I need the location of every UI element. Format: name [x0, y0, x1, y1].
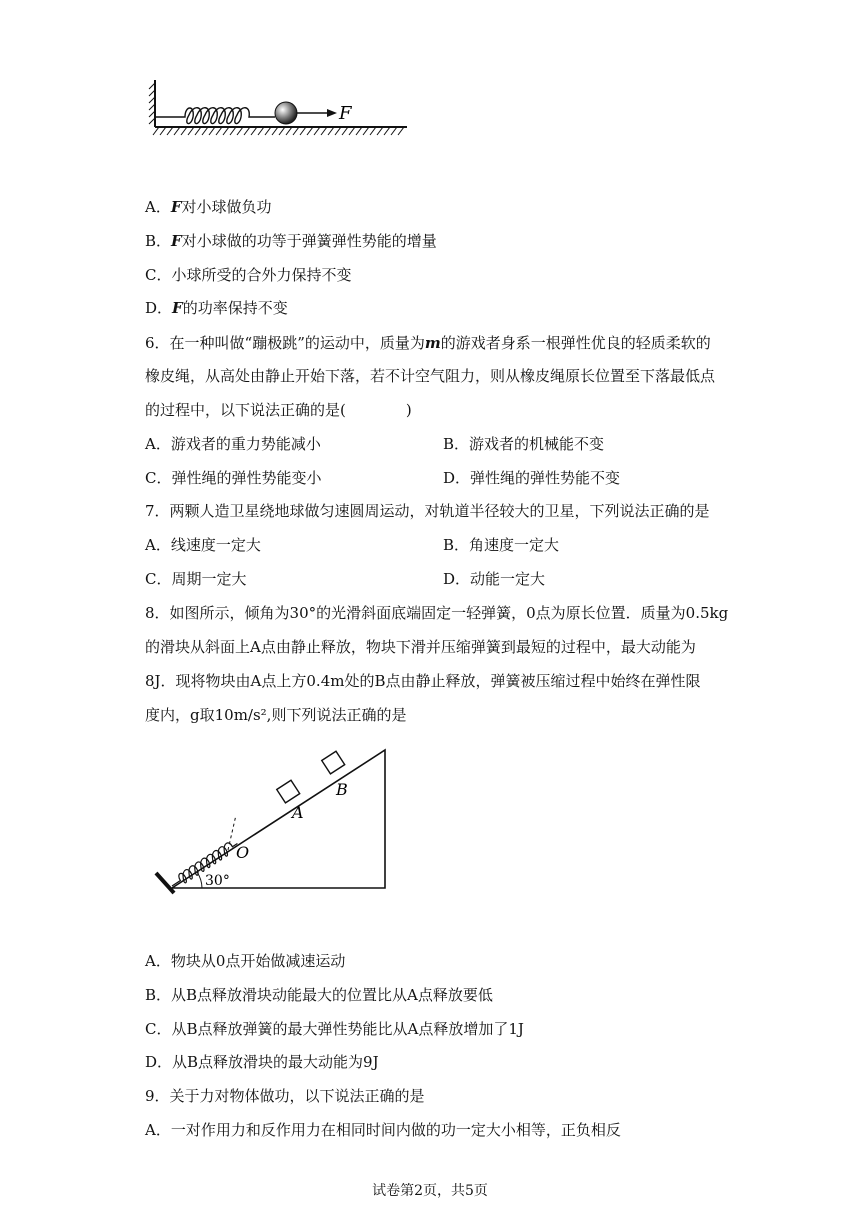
q8-option-a: A．物块从0点开始做减速运动: [145, 952, 346, 970]
q7-option-a: A．线速度一定大: [145, 536, 261, 554]
q8-option-c: C．从B点释放弹簧的最大弹性势能比从A点释放增加了1J: [145, 1020, 524, 1038]
ground-hatch: [279, 127, 285, 135]
force-label: F: [339, 103, 352, 124]
ground-hatch: [258, 127, 264, 135]
ground-hatch: [167, 127, 173, 135]
ground-hatch: [251, 127, 257, 135]
q6-option-c: C．弹性绳的弹性势能变小: [145, 469, 322, 487]
ground-hatch: [356, 127, 362, 135]
q9-option-a: A．一对作用力和反作用力在相同时间内做的功一定大小相等，正负相反: [145, 1121, 621, 1139]
ground-hatch: [153, 127, 159, 135]
q5-option-b: B．F对小球做的功等于弹簧弹性势能的增量: [145, 232, 437, 250]
ground-hatch: [300, 127, 306, 135]
ground-hatch: [181, 127, 187, 135]
q6-stem-line3: 的过程中，以下说法正确的是( ): [145, 401, 412, 419]
q9-stem: 9．关于力对物体做功，以下说法正确的是: [145, 1087, 425, 1105]
ground-hatch: [307, 127, 313, 135]
ground-hatch: [237, 127, 243, 135]
ground-hatch: [223, 127, 229, 135]
q7-option-d: D．动能一定大: [443, 570, 546, 588]
q8-stem-line3: 8J．现将物块由A点上方0.4m处的B点由静止释放，弹簧被压缩过程中始终在弹性限: [145, 672, 701, 690]
ground-hatch: [202, 127, 208, 135]
q5-option-d: D．F的功率保持不变: [145, 299, 288, 317]
q6-stem-line2: 橡皮绳，从高处由静止开始下落，若不计空气阻力，则从橡皮绳原长位置至下落最低点: [145, 367, 716, 385]
ground-hatch: [174, 127, 180, 135]
q8-stem-line2: 的滑块从斜面上A点由静止释放，物块下滑并压缩弹簧到最短的过程中，最大动能为: [145, 638, 696, 656]
q6-stem-line1: 6．在一种叫做“蹦极跳”的运动中，质量为m的游戏者身系一根弹性优良的轻质柔软的: [145, 334, 711, 352]
q8-option-d: D．从B点释放滑块的最大动能为9J: [145, 1053, 379, 1071]
ground-hatch: [195, 127, 201, 135]
ground-hatch: [398, 127, 404, 135]
ground-hatch: [342, 127, 348, 135]
ground-hatch: [384, 127, 390, 135]
q6-option-d: D．弹性绳的弹性势能不变: [443, 469, 621, 487]
angle-label: 30°: [205, 873, 230, 889]
q8-stem-line4: 度内，g取10m/s²,则下列说法正确的是: [145, 706, 407, 724]
label-a: A: [292, 803, 304, 822]
ground-hatch: [391, 127, 397, 135]
ground-hatch: [314, 127, 320, 135]
q5-option-a: A．F对小球做负功: [145, 198, 272, 216]
ground-hatch: [265, 127, 271, 135]
ground-hatch: [328, 127, 334, 135]
q6-option-b: B．游戏者的机械能不变: [443, 435, 605, 453]
label-b: B: [336, 780, 348, 799]
q8-option-b: B．从B点释放滑块动能最大的位置比从A点释放要低: [145, 986, 493, 1004]
q7-option-c: C．周期一定大: [145, 570, 247, 588]
ground-hatch: [293, 127, 299, 135]
spring-ball-figure: [145, 75, 415, 140]
ground-hatch: [377, 127, 383, 135]
ground-hatch: [230, 127, 236, 135]
ground-hatch: [321, 127, 327, 135]
ground-hatch: [370, 127, 376, 135]
page-footer: 试卷第2页，共5页: [372, 1183, 488, 1199]
ground-hatch: [286, 127, 292, 135]
incline-figure: [150, 745, 395, 895]
ground-hatch: [272, 127, 278, 135]
ground-hatch: [349, 127, 355, 135]
ground-hatch: [216, 127, 222, 135]
ground-hatch: [160, 127, 166, 135]
ground-hatch: [188, 127, 194, 135]
q6-option-a: A．游戏者的重力势能减小: [145, 435, 321, 453]
label-o: O: [236, 843, 250, 862]
q7-option-b: B．角速度一定大: [443, 536, 560, 554]
ground-hatch: [209, 127, 215, 135]
q7-stem: 7．两颗人造卫星绕地球做匀速圆周运动，对轨道半径较大的卫星，下列说法正确的是: [145, 502, 710, 520]
ground-hatch: [244, 127, 250, 135]
q8-stem-line1: 8．如图所示，倾角为30°的光滑斜面底端固定一轻弹簧，0点为原长位置．质量为0.5kg: [145, 604, 729, 622]
ground-hatch: [363, 127, 369, 135]
ground-hatch: [335, 127, 341, 135]
q5-option-c: C．小球所受的合外力保持不变: [145, 266, 352, 284]
